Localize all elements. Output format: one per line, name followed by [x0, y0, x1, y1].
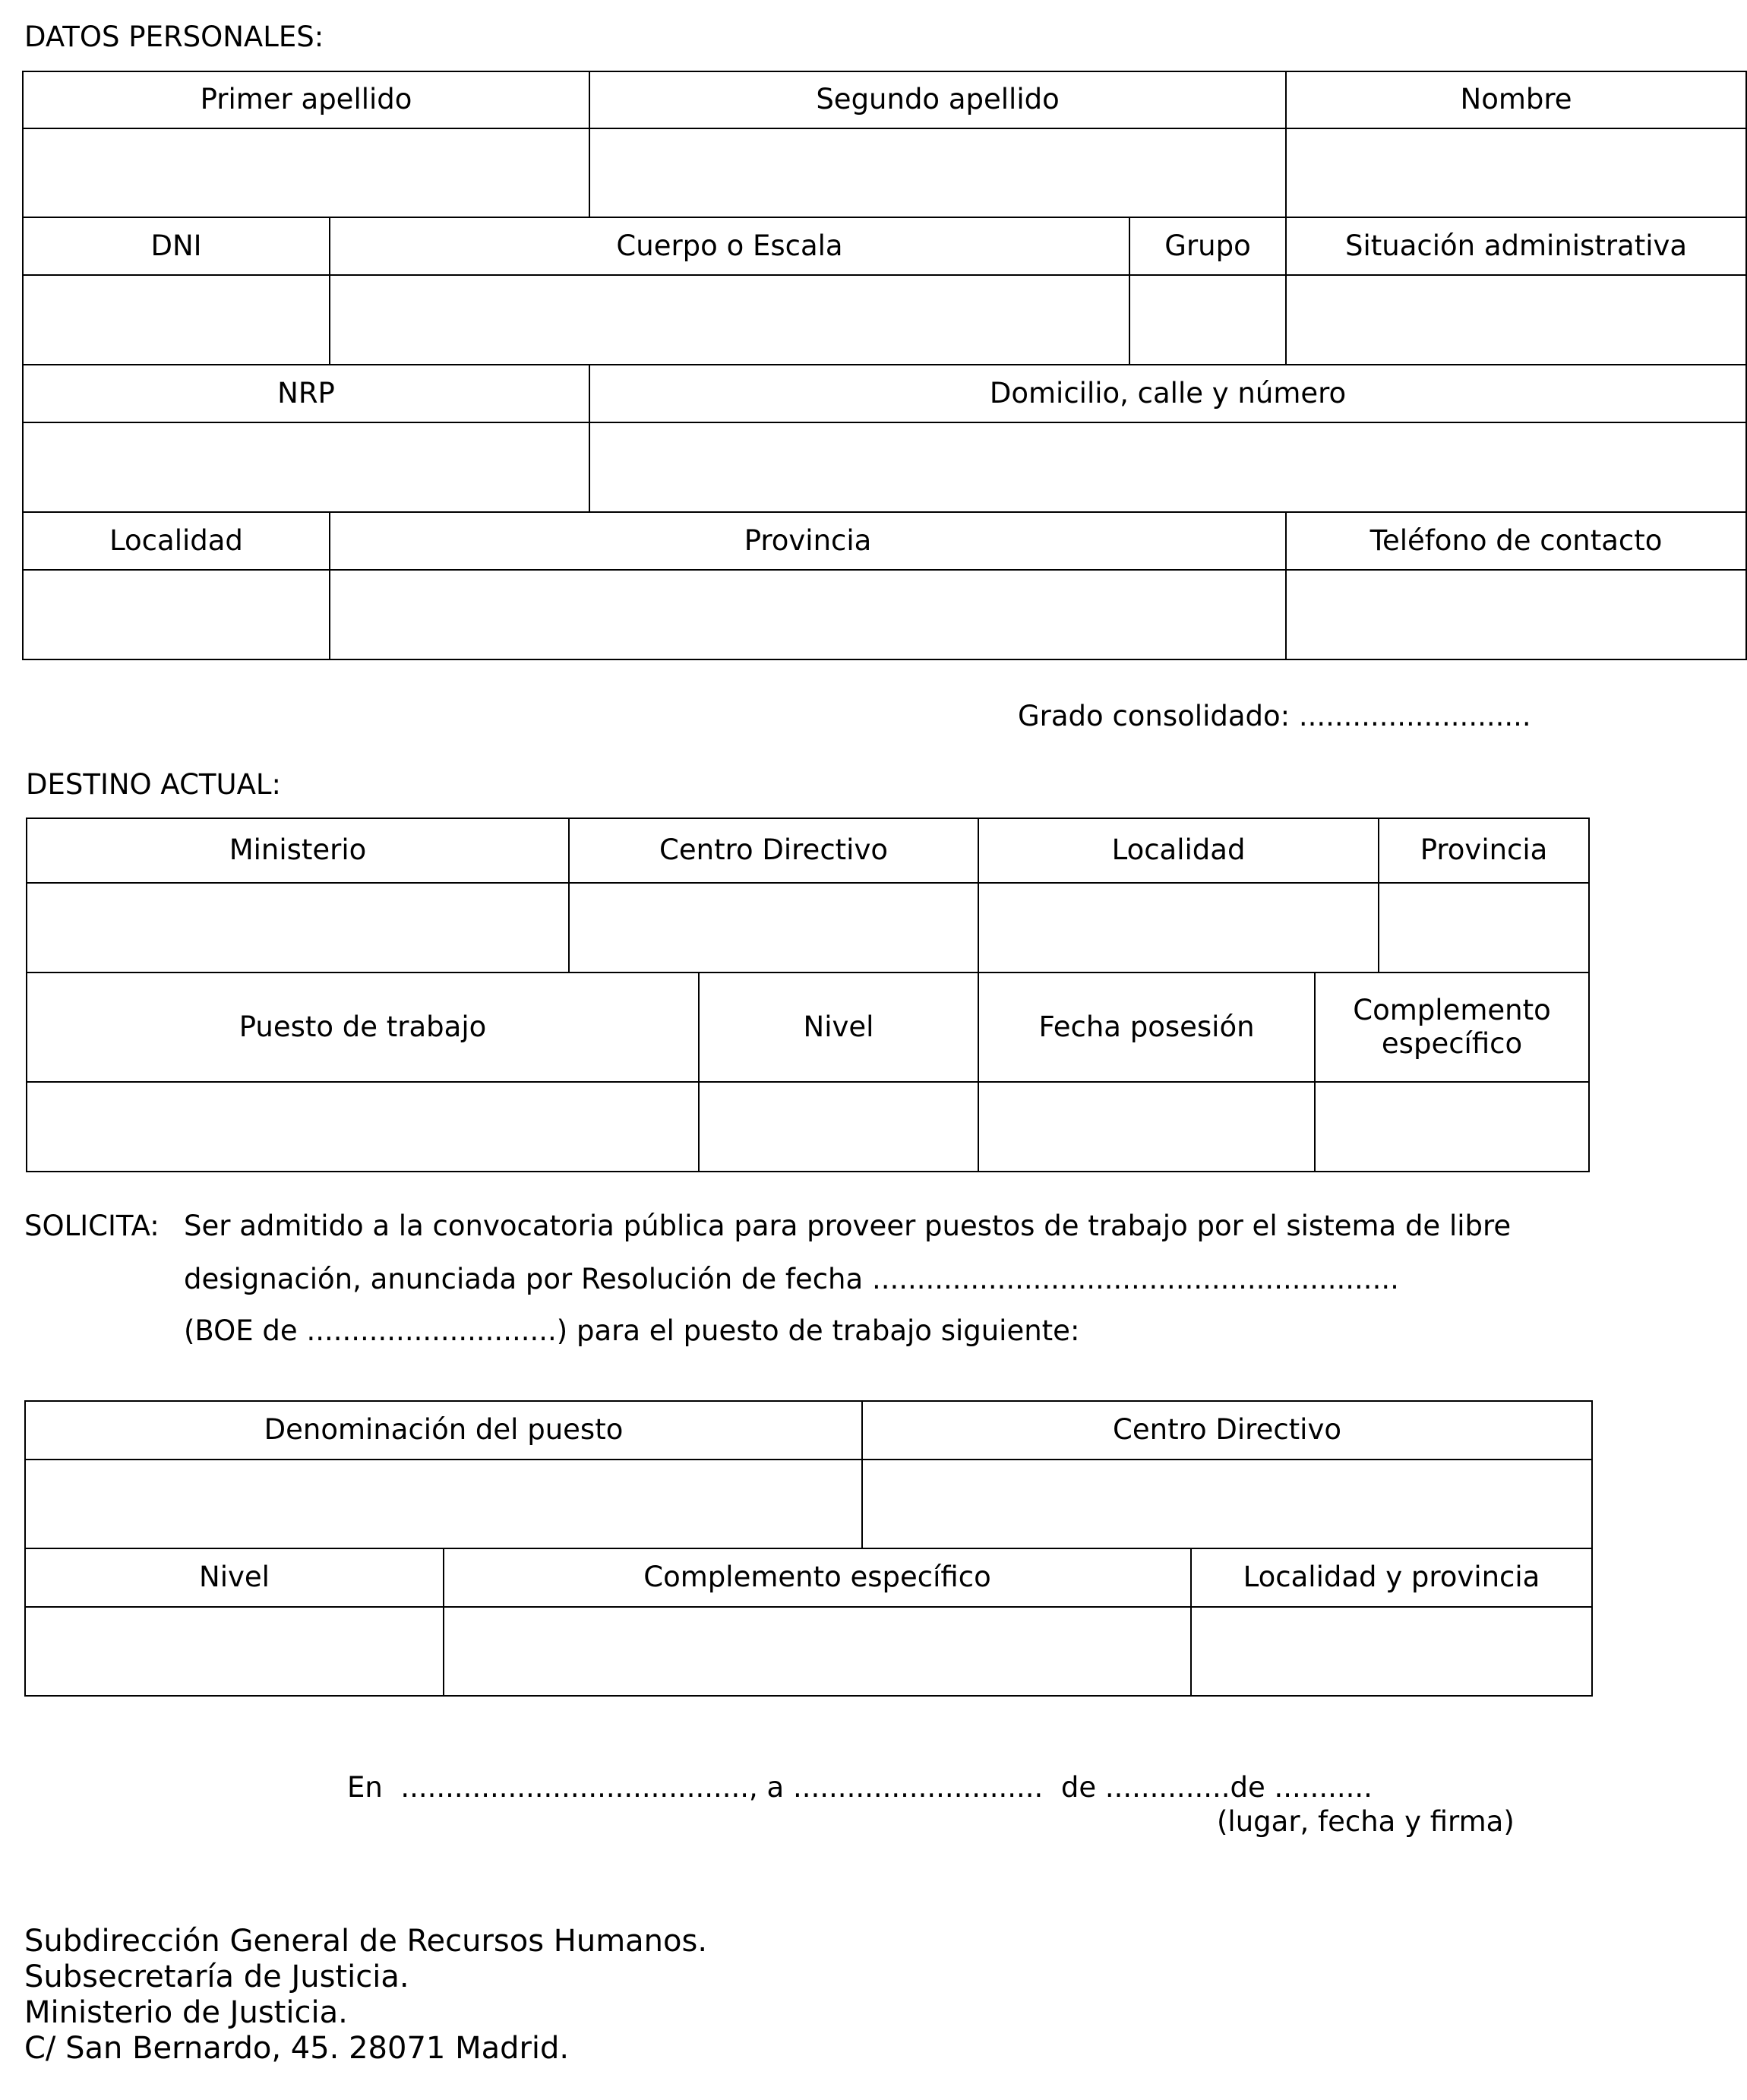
field-puesto-trabajo[interactable] — [27, 1082, 699, 1172]
solicita-line-3: (BOE de ............................) para el puesto de trabajo siguiente: — [184, 1314, 1080, 1347]
field-localidad[interactable] — [23, 570, 330, 659]
header-ministerio: Ministerio — [27, 818, 569, 883]
field-dni[interactable] — [23, 275, 330, 365]
field-provincia[interactable] — [330, 570, 1286, 659]
header-localidad-provincia: Localidad y provincia — [1191, 1548, 1592, 1607]
header-complemento-especifico-solicitado: Complemento específico — [444, 1548, 1191, 1607]
solicita-line-2: designación, anunciada por Resolución de fecha ........................................................... — [184, 1263, 1399, 1295]
field-complemento-especifico[interactable] — [1315, 1082, 1589, 1172]
header-puesto-trabajo: Puesto de trabajo — [27, 973, 699, 1082]
header-cuerpo-escala: Cuerpo o Escala — [330, 217, 1129, 275]
header-segundo-apellido: Segundo apellido — [589, 71, 1286, 128]
address-line-1: Subdirección General de Recursos Humanos. — [24, 1924, 708, 1959]
header-nivel-destino: Nivel — [699, 973, 978, 1082]
header-telefono: Teléfono de contacto — [1286, 512, 1746, 570]
firma-line: En ......................................., a ............................ de ..............de ........... — [347, 1771, 1373, 1804]
header-nivel-solicitado: Nivel — [25, 1548, 444, 1607]
header-grupo: Grupo — [1129, 217, 1286, 275]
header-provincia-destino: Provincia — [1379, 818, 1589, 883]
field-fecha-posesion[interactable] — [978, 1082, 1315, 1172]
destino-actual-title: DESTINO ACTUAL: — [26, 768, 281, 801]
header-provincia: Provincia — [330, 512, 1286, 570]
firma-caption: (lugar, fecha y firma) — [1217, 1805, 1515, 1838]
field-nivel-solicitado[interactable] — [25, 1607, 444, 1696]
datos-personales-title: DATOS PERSONALES: — [24, 21, 324, 53]
address-line-2: Subsecretaría de Justicia. — [24, 1959, 409, 1994]
field-nrp[interactable] — [23, 422, 589, 512]
header-situacion-administrativa: Situación administrativa — [1286, 217, 1746, 275]
field-ministerio[interactable] — [27, 883, 569, 973]
field-telefono[interactable] — [1286, 570, 1746, 659]
grado-consolidado: Grado consolidado: .......................... — [1018, 700, 1531, 732]
puesto-solicitado-table — [24, 1400, 1593, 1697]
header-nombre: Nombre — [1286, 71, 1746, 128]
address-line-4: C/ San Bernardo, 45. 28071 Madrid. — [24, 2031, 570, 2066]
header-centro-directivo: Centro Directivo — [569, 818, 978, 883]
solicita-label: SOLICITA: — [24, 1210, 160, 1242]
address-line-3: Ministerio de Justicia. — [24, 1995, 348, 2030]
field-cuerpo-escala[interactable] — [330, 275, 1129, 365]
header-localidad: Localidad — [23, 512, 330, 570]
header-dni: DNI — [23, 217, 330, 275]
header-denominacion-puesto: Denominación del puesto — [25, 1401, 862, 1460]
field-localidad-provincia[interactable] — [1191, 1607, 1592, 1696]
datos-personales-table — [22, 71, 1747, 660]
field-situacion-administrativa[interactable] — [1286, 275, 1746, 365]
field-nombre[interactable] — [1286, 128, 1746, 217]
header-primer-apellido: Primer apellido — [23, 71, 589, 128]
field-denominacion-puesto[interactable] — [25, 1460, 862, 1548]
address-block — [24, 1924, 707, 2067]
header-localidad-destino: Localidad — [978, 818, 1379, 883]
field-grupo[interactable] — [1129, 275, 1286, 365]
header-nrp: NRP — [23, 365, 589, 422]
header-complemento-especifico: Complemento específico — [1315, 973, 1589, 1082]
header-fecha-posesion: Fecha posesión — [978, 973, 1315, 1082]
solicita-line-1: Ser admitido a la convocatoria pública para proveer puestos de trabajo por el sistema de libre — [184, 1210, 1512, 1242]
field-segundo-apellido[interactable] — [589, 128, 1286, 217]
field-domicilio[interactable] — [589, 422, 1746, 512]
header-domicilio: Domicilio, calle y número — [589, 365, 1746, 422]
field-nivel-destino[interactable] — [699, 1082, 978, 1172]
field-provincia-destino[interactable] — [1379, 883, 1589, 973]
field-complemento-especifico-solicitado[interactable] — [444, 1607, 1191, 1696]
header-centro-directivo-solicitado: Centro Directivo — [862, 1401, 1592, 1460]
field-primer-apellido[interactable] — [23, 128, 589, 217]
field-localidad-destino[interactable] — [978, 883, 1379, 973]
field-centro-directivo-solicitado[interactable] — [862, 1460, 1592, 1548]
destino-actual-table — [26, 818, 1590, 1172]
field-centro-directivo[interactable] — [569, 883, 978, 973]
